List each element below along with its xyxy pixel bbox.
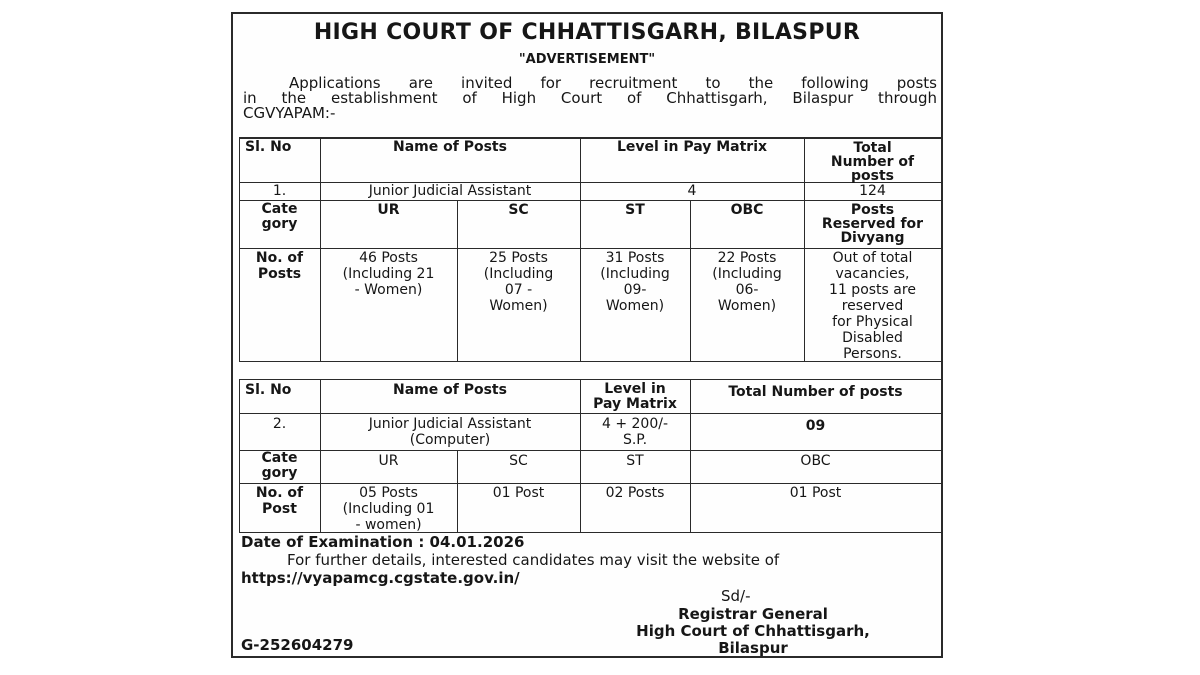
row-sl-no: 1.	[272, 183, 287, 199]
row-post-name: Junior Judicial Assistant (Computer)	[368, 416, 532, 448]
category-obc: OBC	[730, 202, 764, 218]
posts-ur: 05 Posts (Including 01 - women)	[342, 485, 435, 533]
table-rule	[239, 248, 941, 249]
reference-code: G-252604279	[241, 636, 354, 654]
category-sc: SC	[508, 202, 529, 218]
category-divyang: Posts Reserved for Divyang	[821, 202, 924, 246]
posts-label: No. of Posts	[255, 250, 304, 282]
posts-sc: 25 Posts (Including 07 - Women)	[483, 250, 554, 314]
posts-obc: 22 Posts (Including 06- Women)	[712, 250, 782, 314]
posts-label: No. of Post	[255, 485, 304, 517]
page-title: HIGH COURT OF CHHATTISGARH, BILASPUR	[313, 20, 861, 45]
row-total-posts: 09	[805, 418, 826, 434]
category-st: ST	[626, 453, 644, 469]
row-sl-no: 2.	[272, 416, 287, 432]
header-total-posts: Total Number of posts	[830, 140, 915, 184]
category-sc: SC	[509, 453, 528, 469]
table-rule	[941, 137, 942, 361]
header-name-of-posts: Name of Posts	[393, 139, 507, 155]
intro-line-3: CGVYAPAM:-	[243, 104, 336, 122]
advertisement-label: "ADVERTISEMENT"	[518, 52, 656, 67]
category-ur: UR	[377, 202, 400, 218]
signatory-title: Registrar General	[678, 605, 828, 623]
header-sl-no: Sl. No	[245, 382, 292, 398]
category-ur: UR	[378, 453, 399, 469]
header-total-posts: Total Number of posts	[728, 384, 903, 400]
header-sl-no: Sl. No	[245, 139, 292, 155]
header-level-pay-matrix: Level in Pay Matrix	[593, 381, 677, 412]
signatory-office: High Court of Chhattisgarh,	[636, 622, 870, 640]
advertisement-notice	[231, 12, 943, 658]
posts-ur: 46 Posts (Including 21 - Women)	[342, 250, 435, 298]
header-name-of-posts: Name of Posts	[393, 382, 507, 398]
category-label: Cate gory	[261, 450, 298, 481]
category-label: Cate gory	[261, 201, 298, 232]
signatory-place: Bilaspur	[718, 639, 788, 657]
website-link[interactable]: https://vyapamcg.cgstate.gov.in/	[241, 569, 520, 587]
posts-st: 31 Posts (Including 09- Women)	[600, 250, 670, 314]
table-rule	[239, 483, 941, 484]
table-rule	[239, 200, 941, 201]
posts-sc: 01 Post	[492, 485, 545, 501]
table-rule	[239, 450, 941, 451]
table-rule	[580, 137, 581, 361]
category-obc: OBC	[800, 453, 831, 469]
row-pay-level: 4 + 200/- S.P.	[601, 416, 669, 448]
posts-divyang: Out of total vacancies, 11 posts are reserved for Physical Disabled Persons.	[829, 250, 916, 362]
row-post-name: Junior Judicial Assistant	[368, 183, 532, 199]
table-rule	[239, 137, 240, 361]
row-pay-level: 4	[687, 183, 697, 199]
intro-paragraph	[243, 76, 937, 121]
signature-mark: Sd/-	[721, 587, 751, 605]
intro-line-1: Applications are invited for recruitment to the following posts	[289, 74, 937, 92]
row-total-posts: 124	[859, 183, 886, 199]
intro-line-2: in the establishment of High Court of Chhattisgarh, Bilaspur through	[243, 89, 937, 107]
exam-date: Date of Examination : 04.01.2026	[241, 533, 525, 551]
posts-obc: 01 Post	[789, 485, 842, 501]
table-rule	[320, 137, 321, 361]
table-rule	[239, 379, 941, 380]
table-rule	[941, 379, 942, 532]
table-rule	[239, 413, 941, 414]
posts-st: 02 Posts	[605, 485, 665, 501]
category-st: ST	[625, 202, 645, 218]
details-text: For further details, interested candidates may visit the website of	[287, 551, 780, 569]
header-level-pay-matrix: Level in Pay Matrix	[616, 139, 768, 155]
